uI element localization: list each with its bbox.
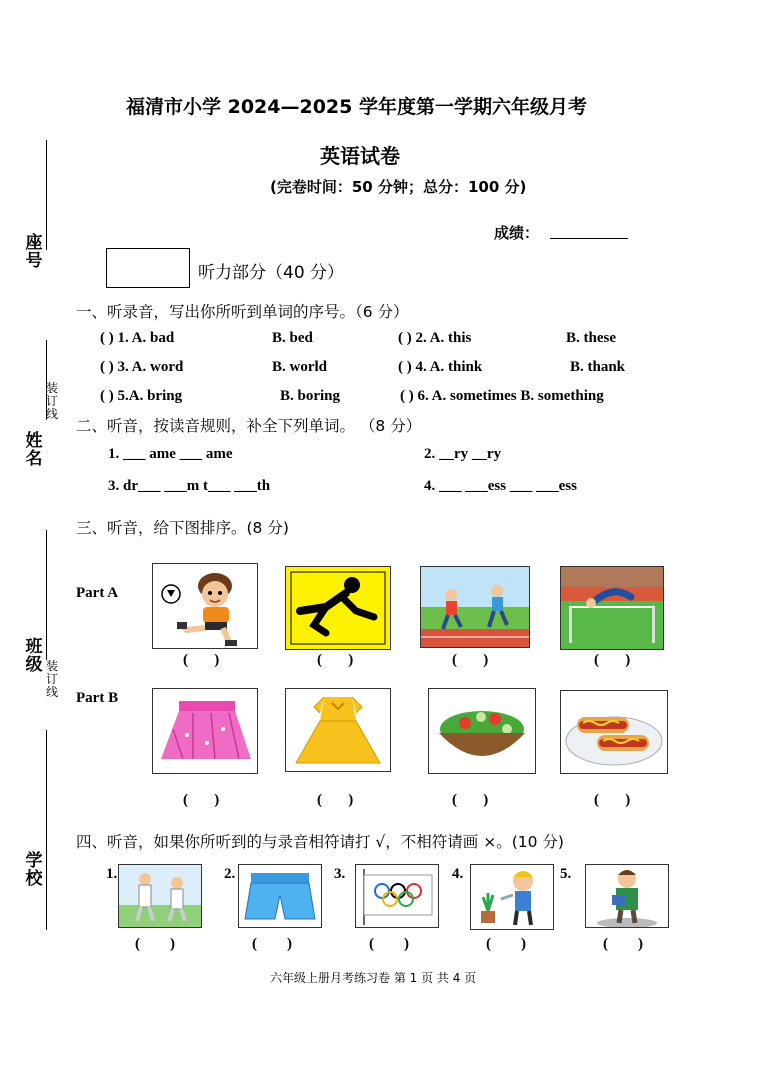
q4-number: 1. xyxy=(106,866,118,882)
q4-number: 5. xyxy=(560,866,572,882)
margin-line xyxy=(46,530,47,660)
q1-3[interactable]: ( ) 3. A. word xyxy=(100,359,184,375)
picture-watering-plants-boy xyxy=(470,864,554,930)
answer-c1[interactable]: ( ) xyxy=(135,936,175,952)
answer-c3[interactable]: ( ) xyxy=(369,936,409,952)
answer-b2[interactable]: ( ) xyxy=(317,792,354,808)
picture-man-with-book xyxy=(585,864,669,928)
score-box[interactable] xyxy=(106,248,190,288)
part-a-label: Part A xyxy=(76,585,119,601)
q2-1[interactable]: 1. ___ ame ___ ame xyxy=(108,446,233,462)
time-info: (完卷时间：50 分钟；总分：100 分) xyxy=(270,178,527,196)
picture-yellow-dress xyxy=(285,688,391,772)
q4-number: 4. xyxy=(452,866,464,882)
q1-4[interactable]: ( ) 4. A. think xyxy=(398,359,483,375)
answer-b3[interactable]: ( ) xyxy=(452,792,489,808)
answer-c4[interactable]: ( ) xyxy=(486,936,526,952)
exam-subtitle: 英语试卷 xyxy=(320,144,400,168)
margin-class-label: 班级 xyxy=(25,637,43,675)
section4-heading: 四、听音，如果你所听到的与录音相符请打 √，不相符请画 ×。(10 分) xyxy=(76,833,564,851)
page-footer: 六年级上册月考练习卷 第 1 页 共 4 页 xyxy=(270,971,477,985)
exam-title: 福清市小学 2024—2025 学年度第一学期六年级月考 xyxy=(126,96,587,118)
section2-heading: 二、听音，按读音规则，补全下列单词。 （8 分） xyxy=(76,417,422,435)
q1-2[interactable]: ( ) 2. A. this xyxy=(398,330,472,346)
section1-heading: 一、听录音，写出你所听到单词的序号。（6 分） xyxy=(76,303,409,321)
q4-number: 2. xyxy=(224,866,236,882)
margin-school-label: 学校 xyxy=(25,851,43,889)
score-label: 成绩： xyxy=(494,224,540,242)
q1-5[interactable]: ( ) 5.A. bring xyxy=(100,388,183,404)
q1-4-b: B. thank xyxy=(570,359,626,375)
picture-tai-chi-people xyxy=(118,864,202,928)
answer-a1[interactable]: ( ) xyxy=(183,652,220,668)
margin-line xyxy=(46,140,47,250)
q2-3[interactable]: 3. dr___ ___m t___ ___th xyxy=(108,478,271,494)
answer-b4[interactable]: ( ) xyxy=(594,792,631,808)
margin-line xyxy=(46,730,47,930)
q1-1-b: B. bed xyxy=(272,330,313,346)
answer-a3[interactable]: ( ) xyxy=(452,652,489,668)
q1-1[interactable]: ( ) 1. A. bad xyxy=(100,330,175,346)
picture-long-jump xyxy=(285,566,391,650)
picture-blue-shorts xyxy=(238,864,322,928)
score-field[interactable] xyxy=(550,238,628,239)
picture-olympic-flag xyxy=(355,864,439,928)
margin-seat-label: 座号 xyxy=(25,233,43,271)
picture-high-jump xyxy=(560,566,664,650)
picture-hot-dogs xyxy=(560,690,668,774)
picture-pink-skirt xyxy=(152,688,258,774)
answer-b1[interactable]: ( ) xyxy=(183,792,220,808)
listening-part-title: 听力部分（40 分） xyxy=(198,263,345,283)
picture-running-boys xyxy=(420,566,530,648)
answer-c5[interactable]: ( ) xyxy=(603,936,643,952)
margin-name-label: 姓名 xyxy=(25,431,43,469)
answer-a4[interactable]: ( ) xyxy=(594,652,631,668)
q2-4[interactable]: 4. ___ ___ess ___ ___ess xyxy=(424,478,577,494)
section3-heading: 三、听音，给下图排序。(8 分) xyxy=(76,519,289,537)
q1-5-b: B. boring xyxy=(280,388,341,404)
picture-salad-bowl xyxy=(428,688,536,774)
q1-3-b: B. world xyxy=(272,359,328,375)
binding-mark: 装 订 线 xyxy=(45,659,58,699)
answer-a2[interactable]: ( ) xyxy=(317,652,354,668)
q4-number: 3. xyxy=(334,866,346,882)
q1-6[interactable]: ( ) 6. A. sometimes B. something xyxy=(400,388,604,404)
q1-2-b: B. these xyxy=(566,330,616,346)
q2-2[interactable]: 2. __ry __ry xyxy=(424,446,502,462)
answer-c2[interactable]: ( ) xyxy=(252,936,292,952)
picture-soccer-boy xyxy=(152,563,258,649)
part-b-label: Part B xyxy=(76,690,119,706)
binding-mark: 装 订 线 xyxy=(45,381,58,421)
